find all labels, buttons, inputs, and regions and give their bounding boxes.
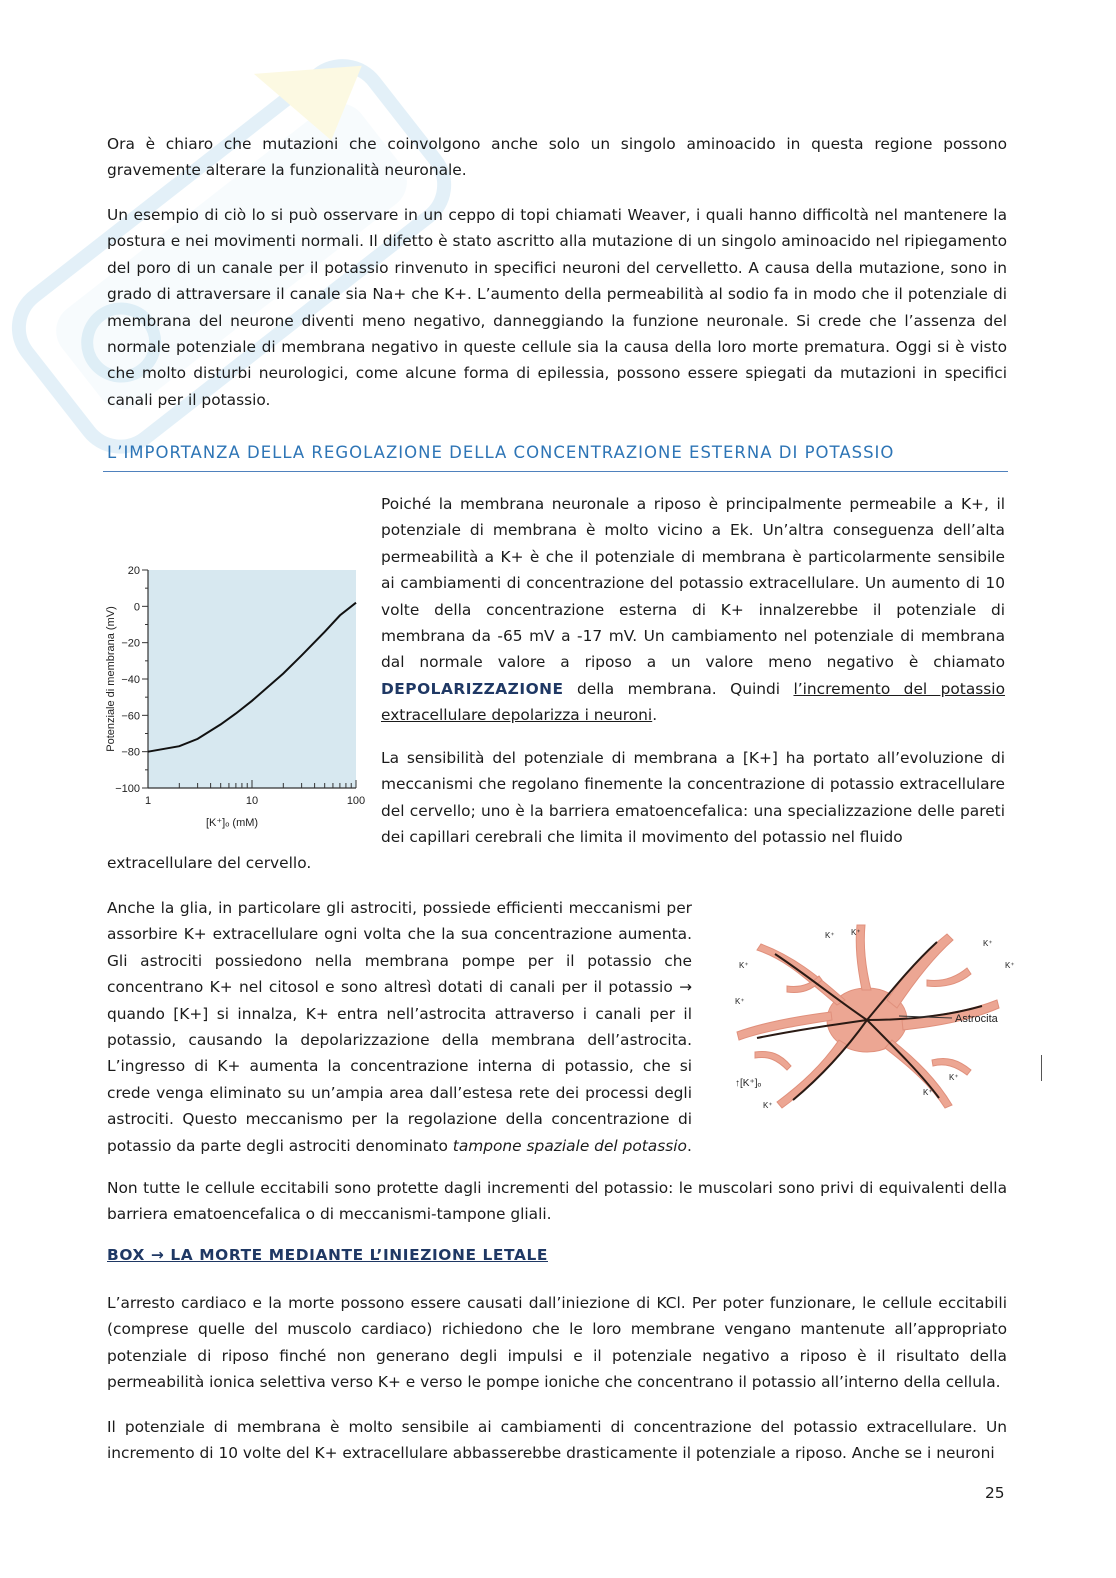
k-ion-label: K⁺ <box>1005 961 1015 970</box>
paragraph-weaver-mice: Un esempio di ciò lo si può osservare in un ceppo di topi chiamati Weaver, i quali hanno difficoltà nel mantenere la postura e nei movimenti normali. Il difetto è stato ascritto alla mutazione di un singolo aminoacido nel ripiegamento del poro di un canale per il potassio rinvenuto in specifici neuroni del cervelletto. A causa della mutazione, sono in grado di attraversare il canale sia Na+ che K+. L’aumento della permeabilità al sodio fa in modo che il potenziale di membrana del neurone diventi meno negativo, danneggiando la funzione neuronale. Si crede che l’assenza del normale potenziale di membrana negativo in queste cellule sia la causa della loro morte prematura. Oggi si è visto che molto disturbi neurologici, come alcune forma di epilessia, possono essere spiegati da mutazioni in specifici canali per il potassio. <box>107 206 1007 409</box>
depolarization-conclusion: l’incremento del potassio extracellulare depolarizza i neuroni <box>381 679 1005 725</box>
y-tick-label: −100 <box>115 783 140 795</box>
paragraph-blood-brain-barrier-end: extracellulare del cervello. <box>107 854 312 872</box>
paragraph-lethal-injection: L’arresto cardiaco e la morte possono essere causati dall’iniezione di KCl. Per poter funzionare, le cellule eccitabili (comprese quelle del muscolo cardiaco) richiedono che le loro membrane vengano mantenute all’appropriato potenziale di riposo finché non generano degli impulsi e il potenziale negativo a riposo è il risultato della permeabilità ionica selettiva verso K+ e verso le pompe ioniche che concentrano il potassio all’interno della cellula. <box>107 1294 1007 1392</box>
paragraph-depolarization-end: . <box>652 706 658 725</box>
k-ion-label: K⁺ <box>825 931 835 940</box>
y-tick-label: 20 <box>127 565 140 577</box>
paragraph-astrocytes-text: Anche la glia, in particolare gli astrociti, possiede efficienti meccanismi per assorbire K+ extracellulare ogni volta che la sua concentrazione aumenta. Gli astrociti possiedono nella membrana pompe per il potassio che concentrano K+ nel citosol e sono altresì dotati di canali per il potassio → quando [K+] si innalza, K+ entra nell’astrocita attraverso i canali per il potassio, causando la depolarizzazione della membrana dell’astrocita. L’ingresso di K+ aumenta la concentrazione interna di potassio, che si crede venga eliminato su un’ampia area dall’estesa rete dei processi degli astrociti. Questo meccanismo per la regolazione della concentrazione di potassio da parte degli astrociti denominato <box>107 899 692 1155</box>
membrane-potential-chart <box>100 560 370 846</box>
y-tick-label: −60 <box>121 710 140 723</box>
k-increase-label: ↑[K⁺]ₒ <box>735 1078 762 1089</box>
x-tick-label: 100 <box>346 795 366 807</box>
k-ion-label: K⁺ <box>735 997 745 1006</box>
paragraph-depolarization-text: Poiché la membrana neuronale a riposo è principalmente permeabile a K+, il potenziale di membrana è molto vicino a Ek. Un’altra conseguenza dell’alta permeabilità a K+ è che il potenziale di membrana è particolarmente sensibile ai cambiamenti di concentrazione del potassio extracellulare. Un aumento di 10 volte della concentrazione esterna di K+ innalzerebbe il potenziale di membrana da -65 mV a -17 mV. Un cambiamento nel potenziale di membrana dal normale valore a riposo a un valore meno negativo è chiamato <box>381 495 1005 672</box>
chart-plot-area <box>148 570 356 788</box>
paragraph-membrane-sensitivity: Il potenziale di membrana è molto sensibile ai cambiamenti di concentrazione del potassio extracellulare. Un incremento di 10 volte del K+ extracellulare abbasserebbe drasticamente il potenziale a riposo. Anche se i neuroni <box>107 1418 1007 1463</box>
page-number: 25 <box>985 1484 1005 1502</box>
paragraph-blood-brain-barrier: La sensibilità del potenziale di membrana a [K+] ha portato all’evoluzione di meccanismi che regolano finemente la concentrazione di potassio extracellulare del cervello; uno è la barriera ematoencefalica: una specializzazione delle pareti dei capillari cerebrali che limita il movimento del potassio nel fluido <box>381 749 1005 847</box>
k-ion-label: K⁺ <box>763 1101 773 1110</box>
paragraph-astrocytes-end: . <box>686 1136 692 1155</box>
k-ion-label: K⁺ <box>851 928 861 937</box>
x-axis-label: [K⁺]ₒ (mM) <box>205 817 259 829</box>
heading-divider <box>103 471 1008 472</box>
astrocyte-figure <box>727 920 1027 1124</box>
section-heading: L’IMPORTANZA DELLA REGOLAZIONE DELLA CONCENTRAZIONE ESTERNA DI POTASSIO <box>107 443 895 462</box>
x-tick-label: 10 <box>245 795 259 807</box>
paragraph-muscle-cells: Non tutte le cellule eccitabili sono protette dagli incrementi del potassio: le muscolari sono privi di equivalenti della barriera ematoencefalica o di meccanismi-tampone gliali. <box>107 1179 1007 1224</box>
paragraph-depolarization <box>381 491 1005 729</box>
astrocyte-label: Astrocita <box>955 1013 998 1025</box>
y-tick-label: −20 <box>121 637 140 650</box>
paragraph-depolarization-mid: della membrana. Quindi <box>563 679 794 698</box>
k-ion-label: K⁺ <box>949 1073 959 1082</box>
x-tick-label: 1 <box>144 795 152 807</box>
depolarization-term: DEPOLARIZZAZIONE <box>381 679 564 698</box>
y-tick-label: −80 <box>121 746 140 759</box>
k-ion-label: K⁺ <box>739 961 749 970</box>
box-title: BOX → LA MORTE MEDIANTE L’INIEZIONE LETALE <box>107 1246 548 1264</box>
y-axis-label: Potenziale di membrana (mV) <box>105 606 117 752</box>
paragraph-mutations: Ora è chiaro che mutazioni che coinvolgono anche solo un singolo aminoacido in questa regione possono gravemente alterare la funzionalità neuronale. <box>107 135 1007 180</box>
k-ion-label: K⁺ <box>923 1088 933 1097</box>
spatial-buffering-term: tampone spaziale del potassio <box>452 1136 687 1155</box>
vertical-mark <box>1041 1055 1042 1081</box>
paragraph-astrocytes <box>107 895 692 1159</box>
y-tick-label: −40 <box>121 674 140 686</box>
k-ion-label: K⁺ <box>983 939 993 948</box>
y-tick-label: 0 <box>133 601 140 614</box>
